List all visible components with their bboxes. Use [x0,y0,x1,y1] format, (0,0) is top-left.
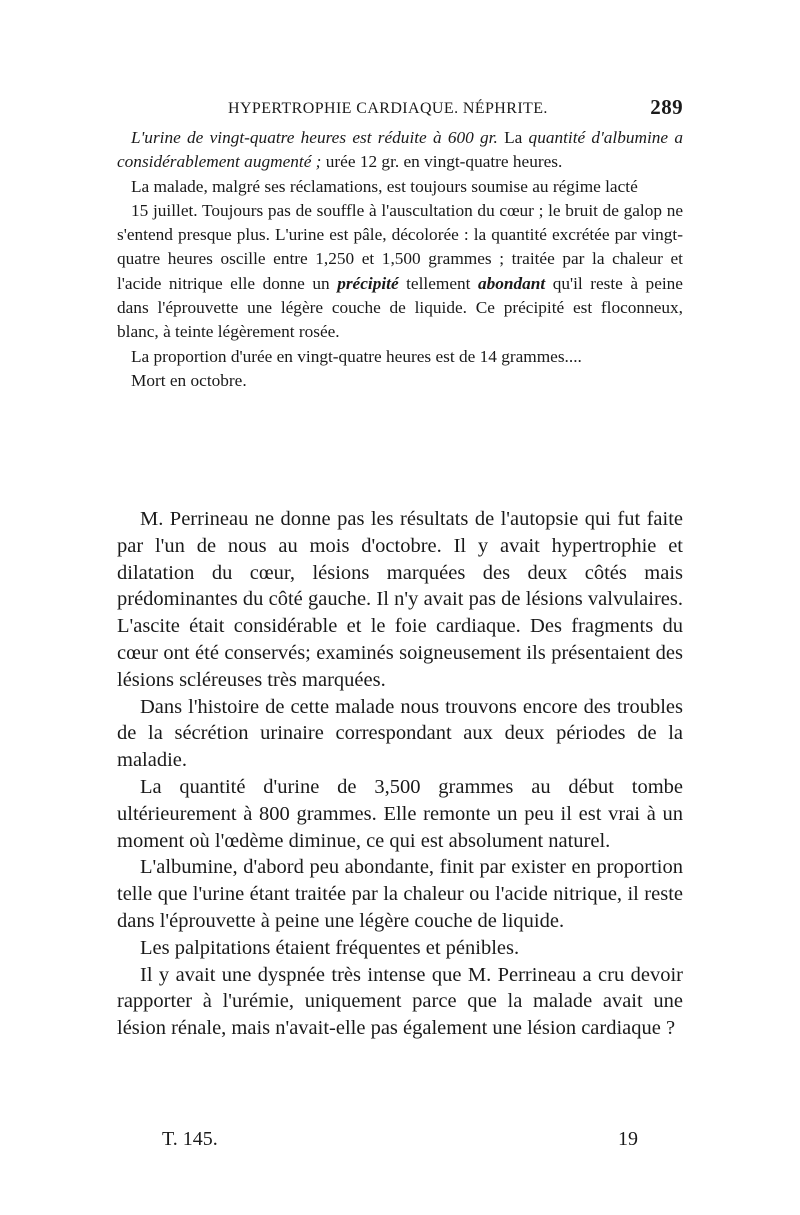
case-note-text: qu'il reste à peine dans l'éprouvette une légère couche de liquide. Ce précipité est floconneux, blanc, à teinte légèrement rosée. [117,273,683,342]
commentary-paragraph-5: Les palpitations étaient fréquentes et pénibles. [140,936,520,959]
case-note-abondant-emphasis: abondant [477,273,546,293]
printer-signature: T. 145. [162,1128,218,1150]
commentary-paragraph-2: Dans l'histoire de cette malade nous trouvons encore des troubles de la sécrétion urinaire correspondant aux deux périodes de la maladie. [117,695,683,772]
case-note-paragraph-1 [117,126,683,175]
commentary-paragraph-4: L'albumine, d'abord peu abondante, finit par exister en proportion telle que l'urine étant traitée par la chaleur ou l'acide nitrique, il reste dans l'éprouvette à peine une légère couche de liquide. [117,856,683,932]
case-note-paragraph-2: La malade, malgré ses réclamations, est toujours soumise au régime lacté [131,176,638,196]
case-note-text: La [497,128,529,147]
case-note-precipite-emphasis: précipité [337,273,399,293]
case-note-paragraph-4: La proportion d'urée en vingt-quatre heures est de 14 grammes.... [131,346,582,366]
running-head [228,95,683,124]
page-footer [150,1128,650,1158]
commentary-paragraph-3: La quantité d'urine de 3,500 grammes au début tombe ultérieurement à 800 grammes. Elle remonte un peu il est vrai à un moment où l'œdème diminue, ce qui est absolument naturel. [117,775,683,852]
commentary-paragraph-6: Il y avait une dyspnée très intense que M. Perrineau a cru devoir rapporter à l'urémie, uniquement parce que la malade avait une lésion rénale, mais n'avait-elle pas également une lésion cardiaque ? [117,963,683,1040]
case-note-text: urée 12 gr. en vingt-quatre heures. [321,152,563,172]
running-head-title: HYPERTROPHIE CARDIAQUE. NÉPHRITE. [228,100,548,117]
case-note-text: 15 juillet. Toujours pas de souffle à l'auscultation du cœur ; le bruit de galop ne s'entend presque plus. L'urine est pâle, décolorée : la quantité excrétée par vingt-quatre heures oscille entre 1,250 et 1,500 grammes ; traitée par la chaleur et l'acide nitrique elle donne un [117,200,683,293]
commentary-paragraph-1: M. Perrineau ne donne pas les résultats de l'autopsie qui fut faite par l'un de nous au mois d'octobre. Il y avait hypertrophie et dilatation du cœur, lésions marquées des deux côtés mais prédominantes du côté gauche. Il n'y avait pas de lésions valvulaires. L'ascite était considérable et le foie cardiaque. Des fragments du cœur ont été conservés; examinés soigneusement ils présentaient des lésions scléreuses très marquées. [117,508,683,691]
case-note-albumin-italic: quantité d'albumine a considérablement augmenté ; [117,128,683,172]
commentary [117,506,683,1042]
case-note-paragraph-3 [117,199,683,345]
case-notes [117,126,683,393]
case-note-urine-italic: L'urine de vingt-quatre heures est réduite à 600 gr. [131,128,498,147]
case-note-paragraph-5: Mort en octobre. [131,370,247,390]
sheet-number: 19 [618,1128,638,1150]
page-number: 289 [650,95,683,119]
case-note-text: tellement [398,273,478,293]
